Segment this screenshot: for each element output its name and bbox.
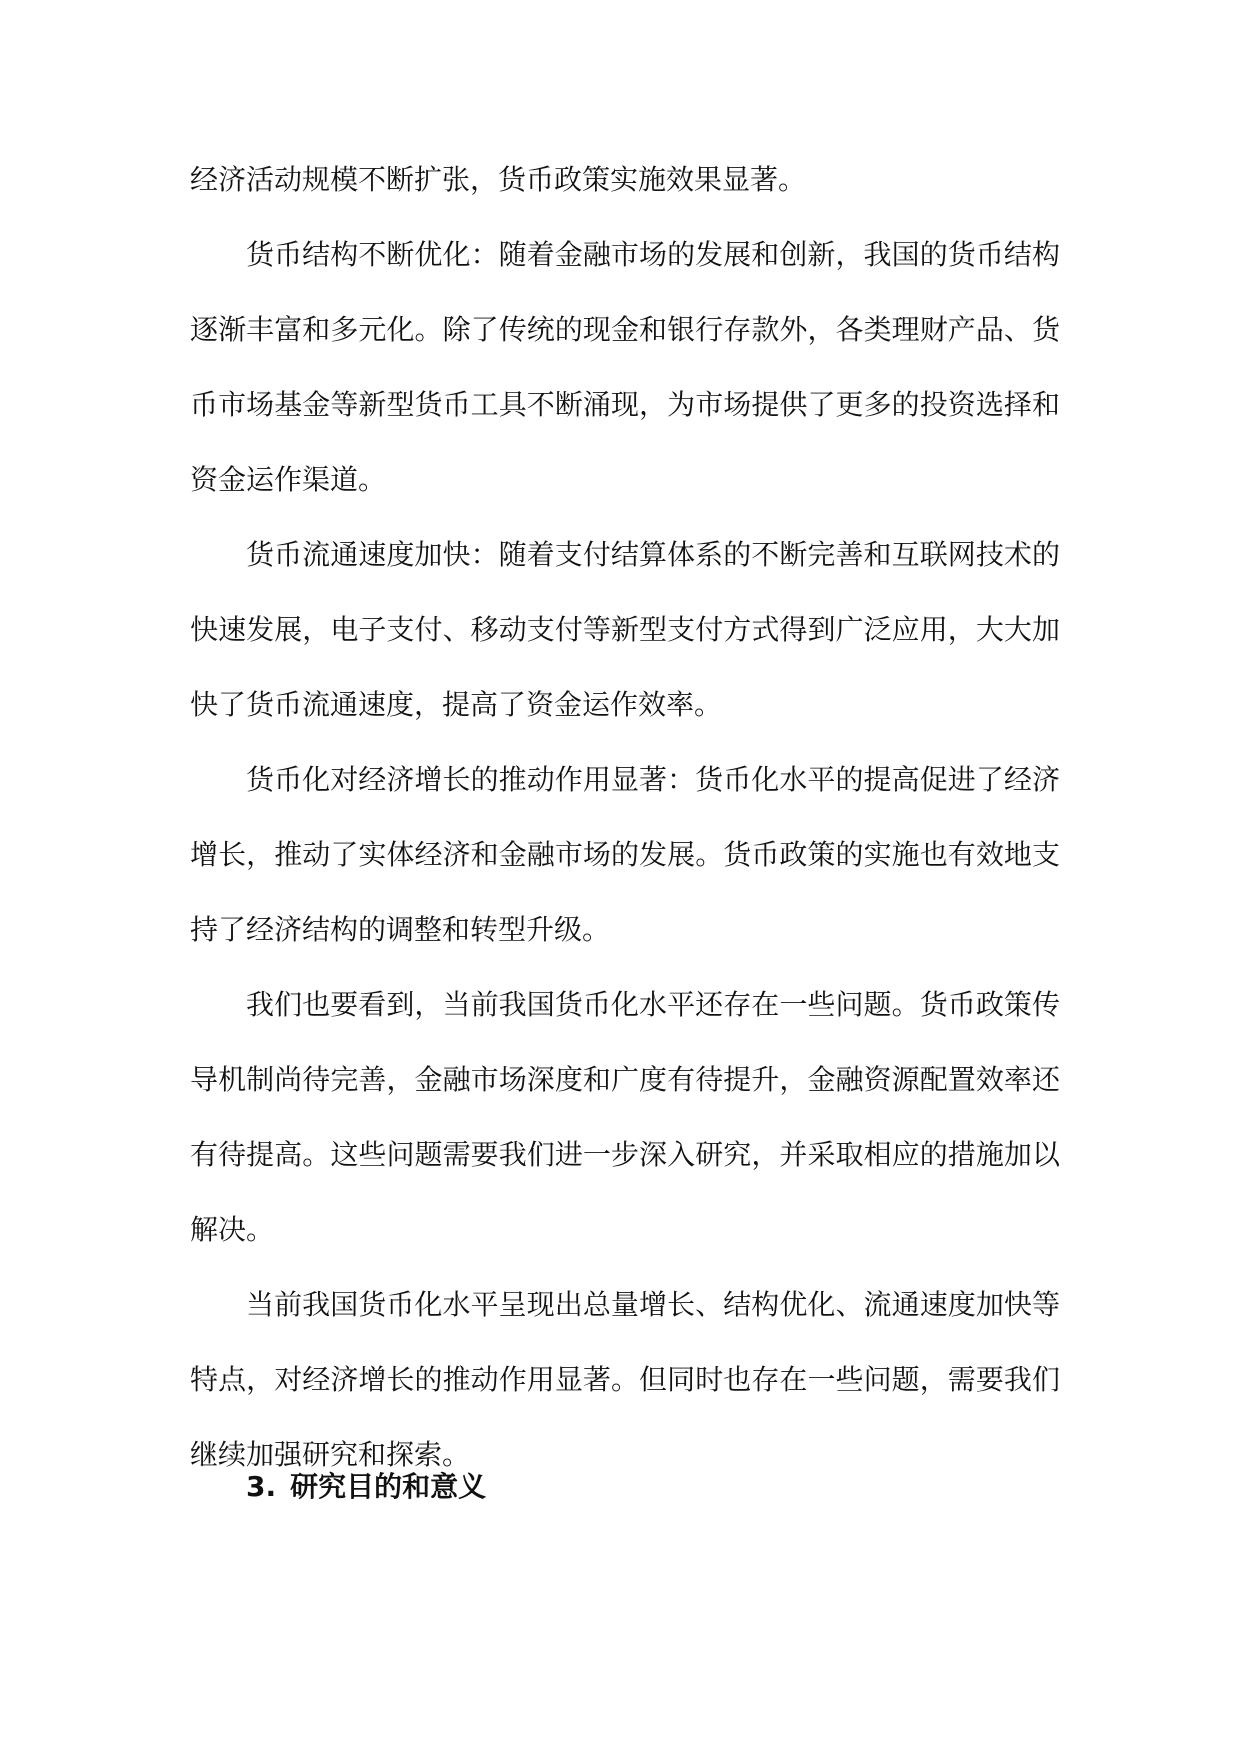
body-text bbox=[190, 142, 1060, 1492]
paragraph-currency-structure: 货币结构不断优化：随着金融市场的发展和创新，我国的货币结构逐渐丰富和多元化。除了传统的现金和银行存款外，各类理财产品、货币市场基金等新型货币工具不断涌现，为市场提供了更多的投资选择和资金运作渠道。 bbox=[190, 238, 1060, 496]
paragraph-problems: 我们也要看到，当前我国货币化水平还存在一些问题。货币政策传导机制尚待完善，金融市场深度和广度有待提升，金融资源配置效率还有待提高。这些问题需要我们进一步深入研究，并采取相应的措施加以解决。 bbox=[190, 988, 1060, 1246]
paragraph-circulation-speed: 货币流通速度加快：随着支付结算体系的不断完善和互联网技术的快速发展，电子支付、移动支付等新型支付方式得到广泛应用，大大加快了货币流通速度，提高了资金运作效率。 bbox=[190, 538, 1060, 721]
paragraph-growth-impact: 货币化对经济增长的推动作用显著：货币化水平的提高促进了经济增长，推动了实体经济和金融市场的发展。货币政策的实施也有效地支持了经济结构的调整和转型升级。 bbox=[190, 763, 1060, 946]
section-title: 研究目的和意义 bbox=[290, 1470, 487, 1503]
section-number: 3. bbox=[246, 1470, 277, 1503]
section-heading bbox=[246, 1467, 486, 1507]
paragraph-continuation: 经济活动规模不断扩张，货币政策实施效果显著。 bbox=[190, 163, 807, 196]
paragraph-summary: 当前我国货币化水平呈现出总量增长、结构优化、流通速度加快等特点，对经济增长的推动作用显著。但同时也存在一些问题，需要我们继续加强研究和探索。 bbox=[190, 1288, 1060, 1471]
